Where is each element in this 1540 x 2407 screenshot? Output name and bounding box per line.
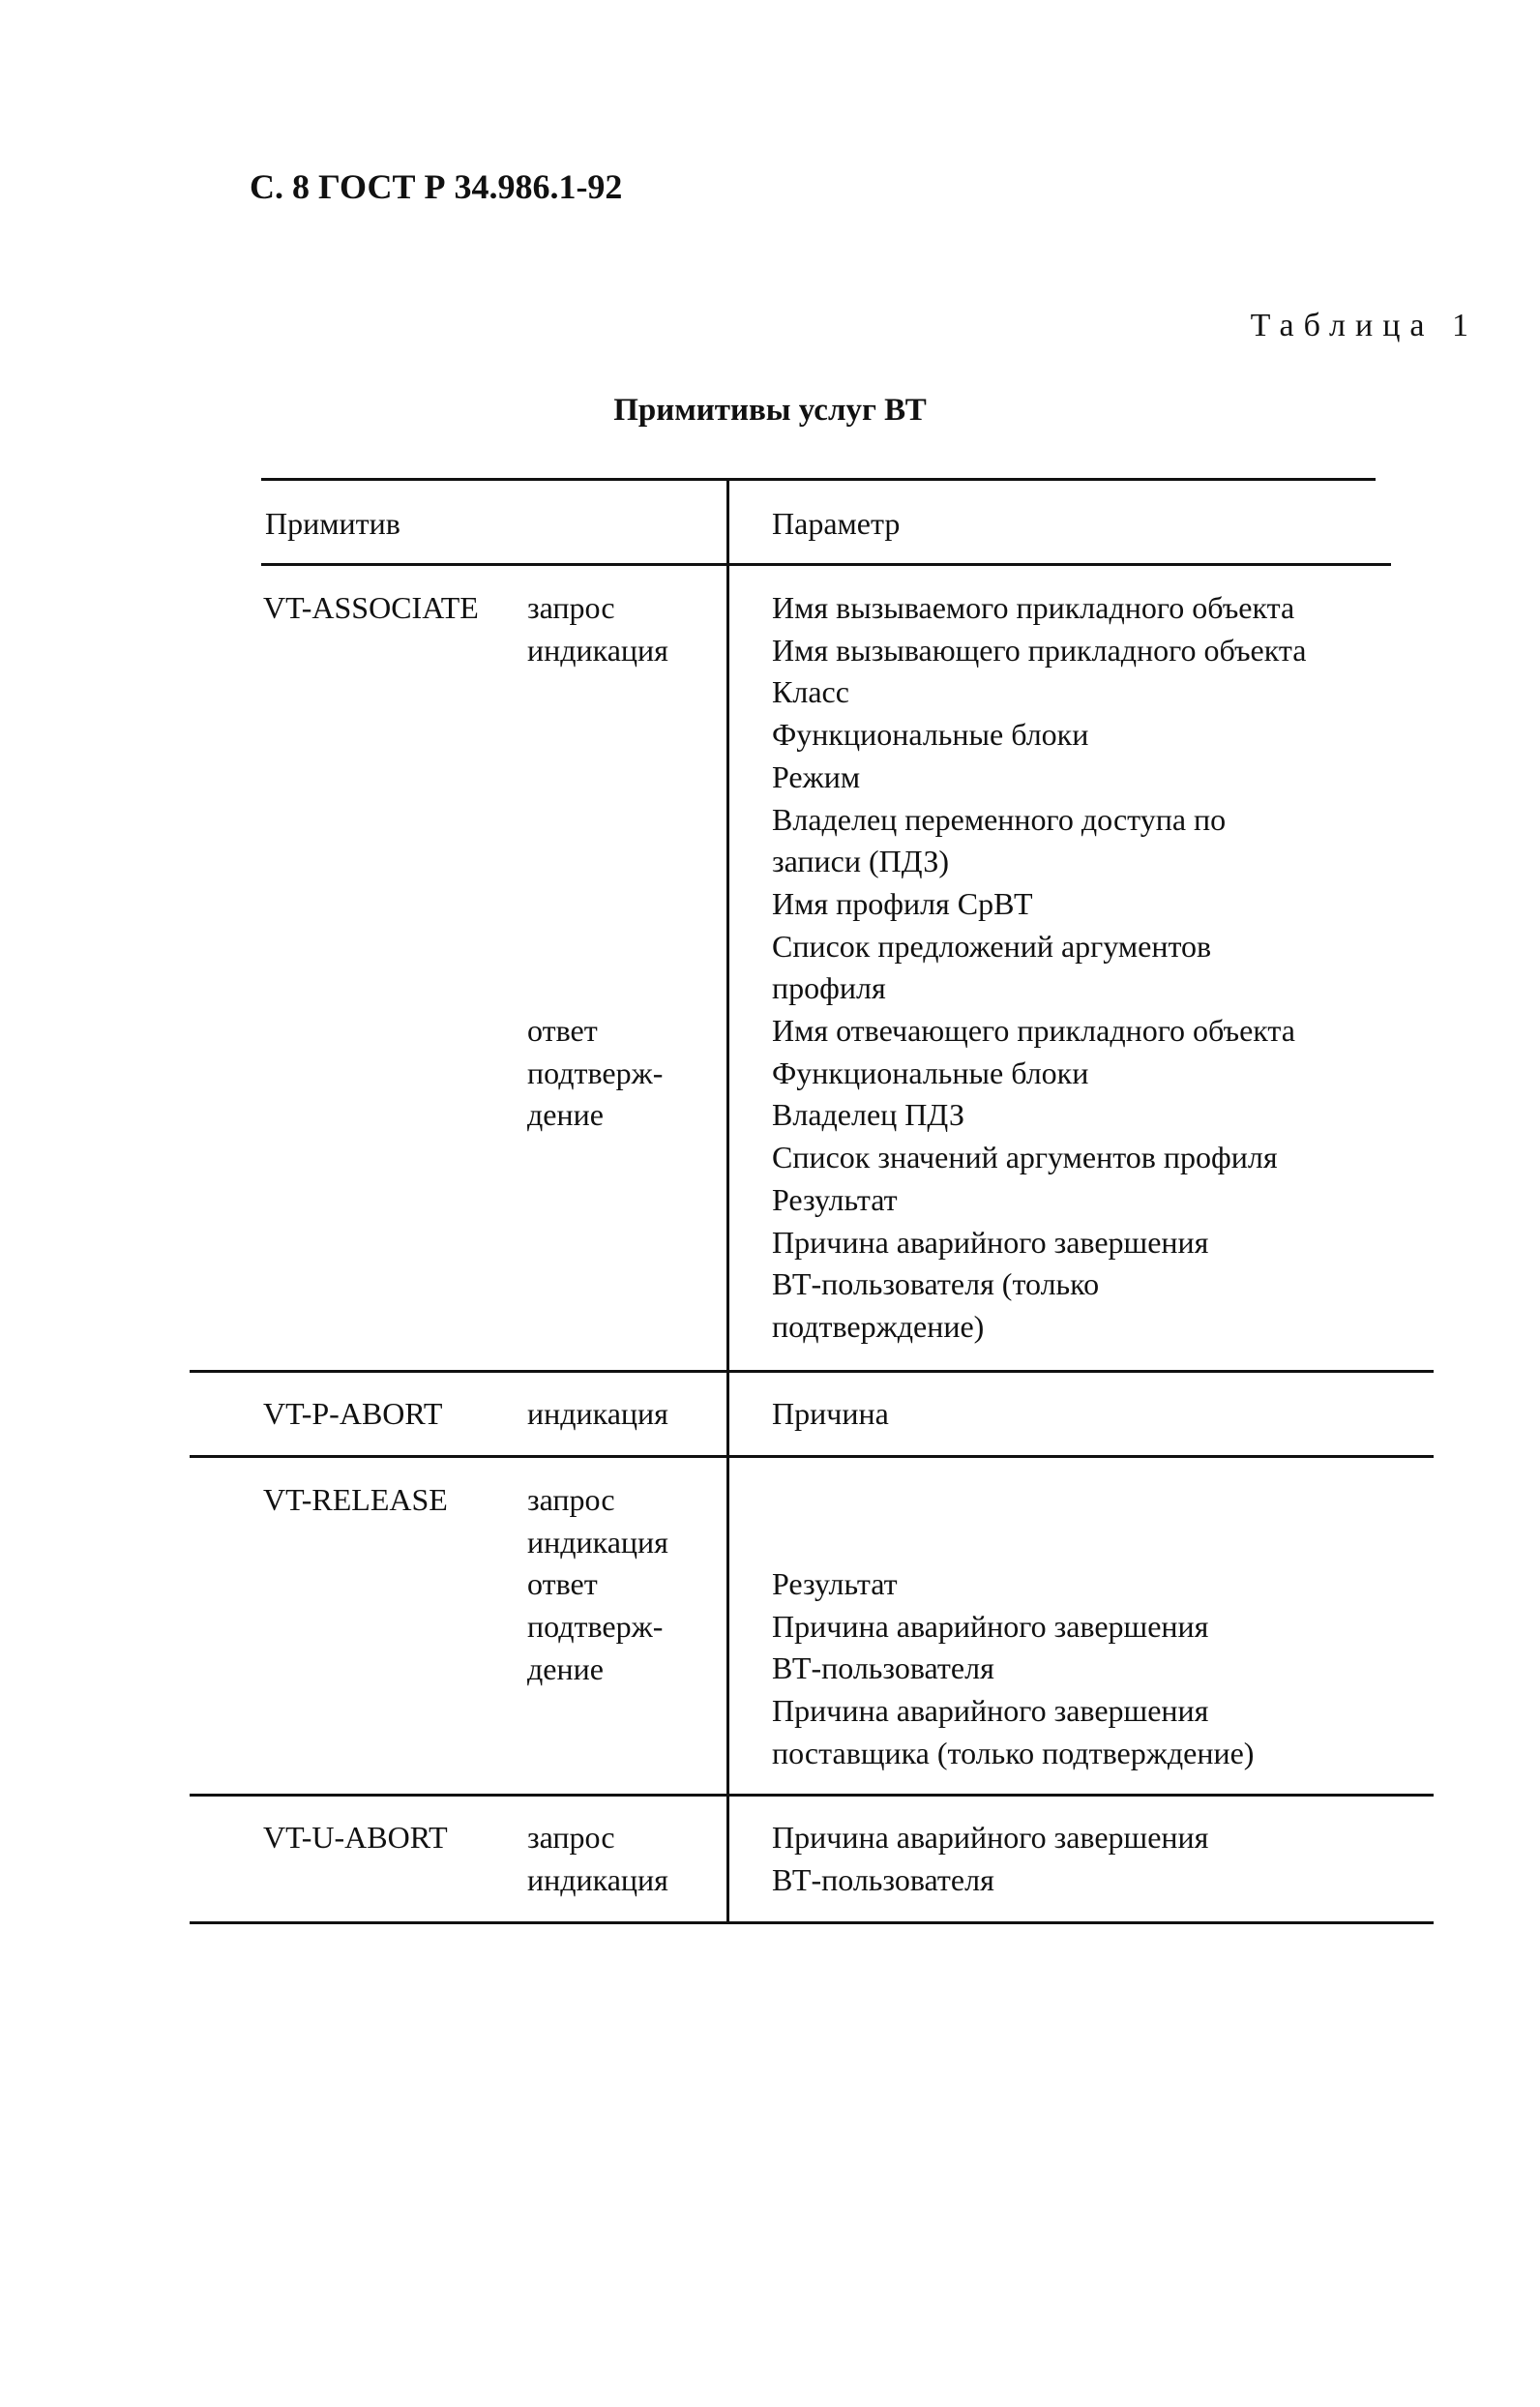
parameter-line: Режим <box>772 758 861 794</box>
parameter-line: поставщика (только подтверждение) <box>772 1735 1255 1770</box>
row-divider <box>190 1794 1434 1797</box>
primitive-name: VT-U-ABORT <box>263 1820 448 1855</box>
primitive-name: VT-P-ABORT <box>263 1396 443 1431</box>
column-divider <box>726 480 729 1923</box>
primitive-type: индикация <box>527 1861 668 1897</box>
table-title: Примитивы услуг ВТ <box>613 393 927 428</box>
parameter-line: Список значений аргументов профиля <box>772 1140 1278 1175</box>
parameter-line: Причина <box>772 1396 889 1431</box>
parameter-line: профиля <box>772 970 886 1006</box>
parameter-line: Список предложений аргументов <box>772 928 1212 964</box>
parameter-line: Причина аварийного завершения <box>772 1608 1209 1644</box>
primitive-types <box>527 587 668 671</box>
parameter-line: Результат <box>772 1566 898 1601</box>
column-header-primitive: Примитив <box>265 506 400 541</box>
row-divider <box>190 1455 1434 1458</box>
primitive-type: запрос <box>527 1482 615 1517</box>
parameter-list <box>772 1563 1254 1775</box>
primitive-types <box>527 1393 668 1436</box>
parameter-line: Функциональные блоки <box>772 717 1089 753</box>
parameter-line: Класс <box>772 674 849 710</box>
parameter-line: Причина аварийного завершения <box>772 1224 1209 1260</box>
parameter-line: Причина аварийного завершения <box>772 1693 1209 1729</box>
parameter-list <box>772 1817 1208 1901</box>
primitive-name: VT-ASSOCIATE <box>263 590 479 625</box>
primitive-type: дение <box>527 1097 604 1133</box>
primitive-types <box>527 1010 663 1137</box>
row-divider <box>190 1370 1434 1373</box>
page-header: С. 8 ГОСТ Р 34.986.1-92 <box>250 167 623 206</box>
parameter-line: Владелец переменного доступа по <box>772 801 1227 837</box>
parameter-line: Функциональные блоки <box>772 1055 1089 1090</box>
primitive-types <box>527 1817 668 1901</box>
parameter-line: Владелец ПДЗ <box>772 1097 965 1133</box>
parameter-line: ВТ-пользователя <box>772 1650 994 1686</box>
primitive-types <box>527 1479 668 1691</box>
parameter-list <box>772 587 1306 1349</box>
primitive-type: индикация <box>527 632 668 668</box>
parameter-line: Имя вызываемого прикладного объекта <box>772 590 1295 625</box>
primitive-type: индикация <box>527 1524 668 1560</box>
parameter-line: ВТ-пользователя <box>772 1861 994 1897</box>
parameter-line: ВТ-пользователя (только <box>772 1266 1100 1302</box>
parameter-line: записи (ПДЗ) <box>772 844 950 879</box>
header-bottom-rule <box>261 563 1391 566</box>
primitive-type: дение <box>527 1650 604 1686</box>
parameter-line: подтверждение) <box>772 1308 985 1344</box>
primitive-type: подтверж- <box>527 1609 664 1645</box>
primitive-type: ответ <box>527 1013 598 1048</box>
parameter-line: Имя отвечающего прикладного объекта <box>772 1013 1295 1049</box>
primitive-type: индикация <box>527 1396 668 1431</box>
primitive-type: ответ <box>527 1566 598 1602</box>
primitive-type: запрос <box>527 1820 615 1855</box>
column-header-parameter: Параметр <box>772 506 901 541</box>
primitive-name: VT-RELEASE <box>263 1482 448 1517</box>
table-top-rule <box>261 478 1376 481</box>
parameter-list <box>772 1393 889 1436</box>
parameter-line: Причина аварийного завершения <box>772 1820 1209 1855</box>
primitive-type: подтверж- <box>527 1055 664 1090</box>
parameter-line: Результат <box>772 1181 898 1217</box>
parameter-line: Имя вызывающего прикладного объекта <box>772 632 1307 668</box>
parameter-line: Имя профиля СрВТ <box>772 885 1033 921</box>
table-bottom-rule <box>190 1921 1434 1924</box>
table-number: Таблица 1 <box>1250 308 1478 343</box>
primitive-type: запрос <box>527 590 615 625</box>
